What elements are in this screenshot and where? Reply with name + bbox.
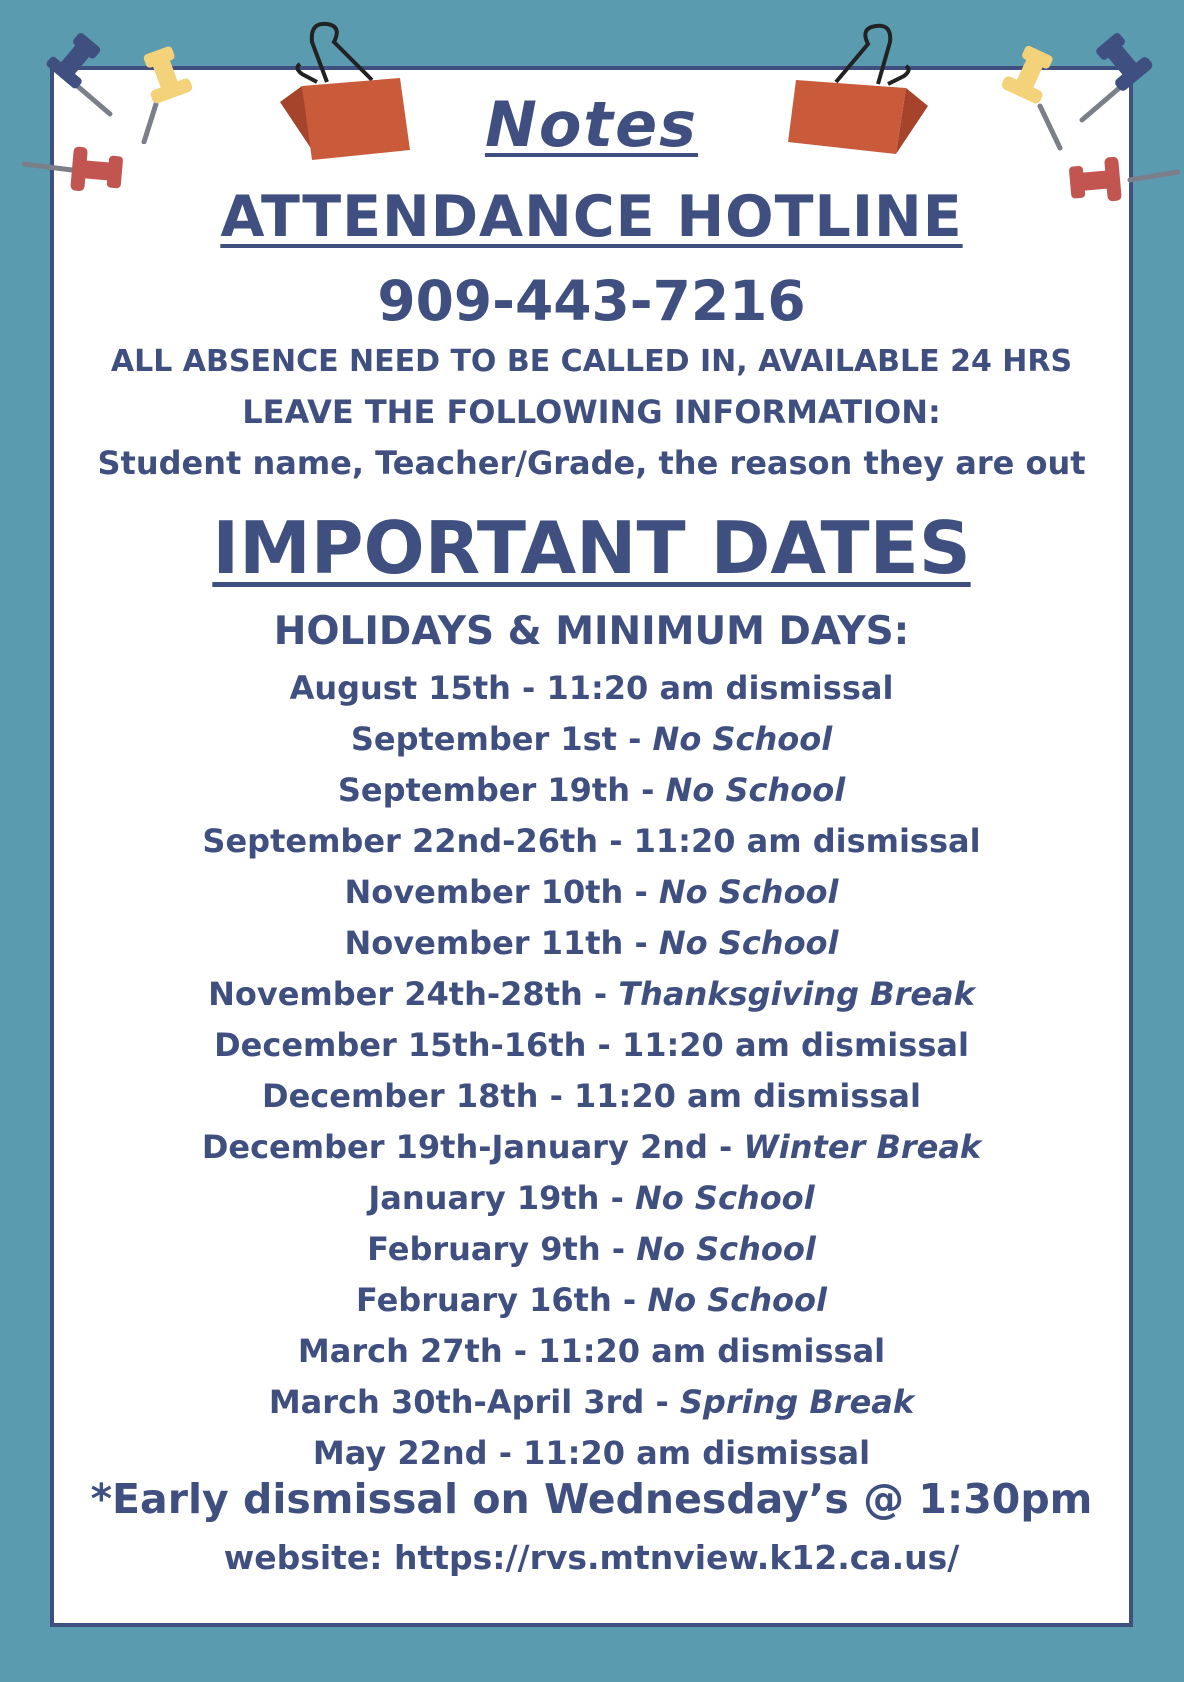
date-item <box>50 1326 1133 1377</box>
holidays-subtitle: HOLIDAYS & MINIMUM DAYS: <box>273 609 910 654</box>
date-label: August 15th - <box>289 669 547 707</box>
date-item <box>50 1428 1133 1479</box>
date-label: February 9th - <box>367 1230 637 1268</box>
date-item <box>50 1173 1133 1224</box>
date-label: November 11th - <box>344 924 659 962</box>
date-item <box>50 1020 1133 1071</box>
date-note: 11:20 am dismissal <box>546 669 894 707</box>
date-label: December 18th - <box>262 1077 574 1115</box>
date-item <box>50 867 1133 918</box>
date-label: March 30th-April 3rd - <box>268 1383 680 1421</box>
date-label: November 10th - <box>344 873 659 911</box>
date-note: Thanksgiving Break <box>618 975 975 1013</box>
date-item <box>50 1122 1133 1173</box>
date-item <box>50 663 1133 714</box>
date-label: December 15th-16th - <box>214 1026 622 1064</box>
date-label: January 19th - <box>368 1179 635 1217</box>
date-item <box>50 918 1133 969</box>
important-dates-list <box>50 663 1133 1479</box>
date-item <box>50 1275 1133 1326</box>
date-note: 11:20 am dismissal <box>574 1077 921 1115</box>
date-item <box>50 1071 1133 1122</box>
date-item <box>50 816 1133 867</box>
date-label: September 1st - <box>350 720 653 758</box>
date-label: September 22nd-26th - <box>202 822 634 860</box>
hotline-instructions-line-3: Student name, Teacher/Grade, the reason they are out <box>97 444 1086 482</box>
date-note: No School <box>636 1230 816 1268</box>
date-note: Spring Break <box>679 1383 915 1421</box>
date-note: No School <box>665 771 846 809</box>
date-note: Winter Break <box>743 1128 982 1166</box>
hotline-instructions-line-2: LEAVE THE FOLLOWING INFORMATION: <box>242 393 941 431</box>
date-note: No School <box>647 1281 827 1319</box>
hotline-instructions-line-1: ALL ABSENCE NEED TO BE CALLED IN, AVAILABLE 24 HRS <box>110 344 1073 379</box>
date-item <box>50 969 1133 1020</box>
page-title: Notes <box>484 88 699 161</box>
date-note: 11:20 am dismissal <box>621 1026 969 1064</box>
date-label: February 16th - <box>356 1281 648 1319</box>
date-item <box>50 1377 1133 1428</box>
date-label: December 19th-January 2nd - <box>201 1128 744 1166</box>
date-note: 11:20 am dismissal <box>538 1332 886 1370</box>
date-note: No School <box>658 873 839 911</box>
date-label: March 27th - <box>297 1332 539 1370</box>
date-note: No School <box>658 924 839 962</box>
important-dates-title: IMPORTANT DATES <box>212 506 971 590</box>
hotline-phone-number: 909-443-7216 <box>377 269 806 333</box>
date-label: May 22nd - <box>312 1434 524 1472</box>
date-note: No School <box>634 1179 815 1217</box>
early-dismissal-note: *Early dismissal on Wednesday’s @ 1:30pm <box>90 1475 1093 1523</box>
date-label: November 24th-28th - <box>208 975 619 1013</box>
website-link[interactable]: website: https://rvs.mtnview.k12.ca.us/ <box>223 1538 960 1577</box>
date-item <box>50 765 1133 816</box>
hotline-title: ATTENDANCE HOTLINE <box>220 184 963 250</box>
date-item <box>50 714 1133 765</box>
date-item <box>50 1224 1133 1275</box>
date-note: 11:20 am dismissal <box>523 1434 871 1472</box>
date-label: September 19th - <box>337 771 666 809</box>
date-note: No School <box>652 720 833 758</box>
date-note: 11:20 am dismissal <box>633 822 981 860</box>
